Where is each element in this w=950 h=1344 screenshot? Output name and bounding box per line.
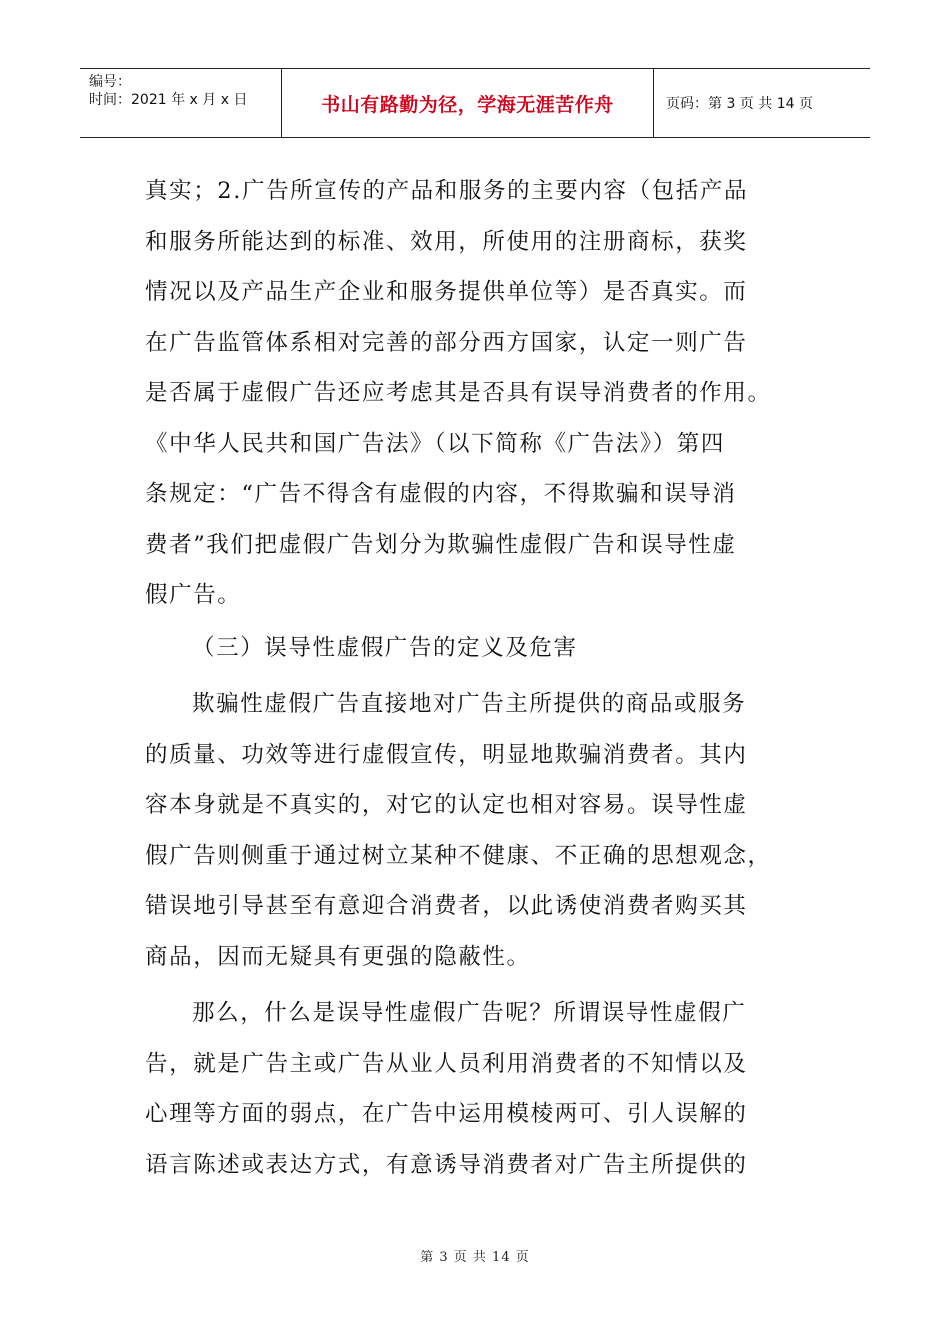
text-line: 条规定：“广告不得含有虚假的内容，不得欺骗和误导消 [145,481,737,507]
header-page-info: 页码：第 3 页 共 14 页 [666,96,813,112]
text-line: 告，就是广告主或广告从业人员利用消费者的不知情以及 [145,1050,748,1077]
header-time-label: 时间：2021 年 x 月 x 日 [89,92,248,108]
page-footer: 第 3 页 共 14 页 [420,1250,530,1265]
text-line: 欺骗性虚假广告直接地对广告主所提供的商品或服务 [192,691,747,717]
header-meta [80,69,282,137]
text-line: 《中华人民共和国广告法》（以下简称《广告法》）第四 [145,430,726,457]
text-line: 那么，什么是误导性虚假广告呢？所谓误导性虚假广 [192,1000,747,1026]
paragraph-3 [145,988,795,1190]
text-line: 在广告监管体系相对完善的部分西方国家，认定一则广告 [145,329,748,356]
header-motto: 书山有路勤为径，学海无涯苦作舟 [282,69,654,137]
paragraph-2 [145,679,795,982]
section-heading: （三）误导性虚假广告的定义及危害 [192,634,578,661]
text-line: 费者”我们把虚假广告划分为欺骗性虚假广告和误导性虚 [145,531,737,558]
text-line: 容本身就是不真实的，对它的认定也相对容易。误导性虚 [145,792,748,818]
paragraph-1 [145,166,795,621]
text-line: 是否属于虚假广告还应考虑其是否具有误导消费者的作用。 [145,380,772,406]
page-header [80,68,870,138]
text-line: 的质量、功效等进行虚假宣传，明显地欺骗消费者。其内 [145,741,748,768]
header-number-label: 编号： [89,74,131,90]
text-line: 真实；2.广告所宣传的产品和服务的主要内容（包括产品 [145,178,749,204]
text-line: 和服务所能达到的标准、效用，所使用的注册商标，获奖 [145,228,748,255]
text-line: 语言陈述或表达方式，有意诱导消费者对广告主所提供的 [145,1151,748,1178]
text-line: 情况以及产品生产企业和服务提供单位等）是否真实。而 [145,279,748,305]
text-line: 假广告。 [145,582,242,608]
text-line: 假广告则侧重于通过树立某种不健康、不正确的思想观念， [145,842,772,869]
text-line: 错误地引导甚至有意迎合消费者，以此诱使消费者购买其 [145,893,748,919]
document-body [145,166,795,1190]
text-line: 商品，因而无疑具有更强的隐蔽性。 [145,943,531,970]
text-line: 心理等方面的弱点，在广告中运用模棱两可、引人误解的 [145,1101,748,1127]
